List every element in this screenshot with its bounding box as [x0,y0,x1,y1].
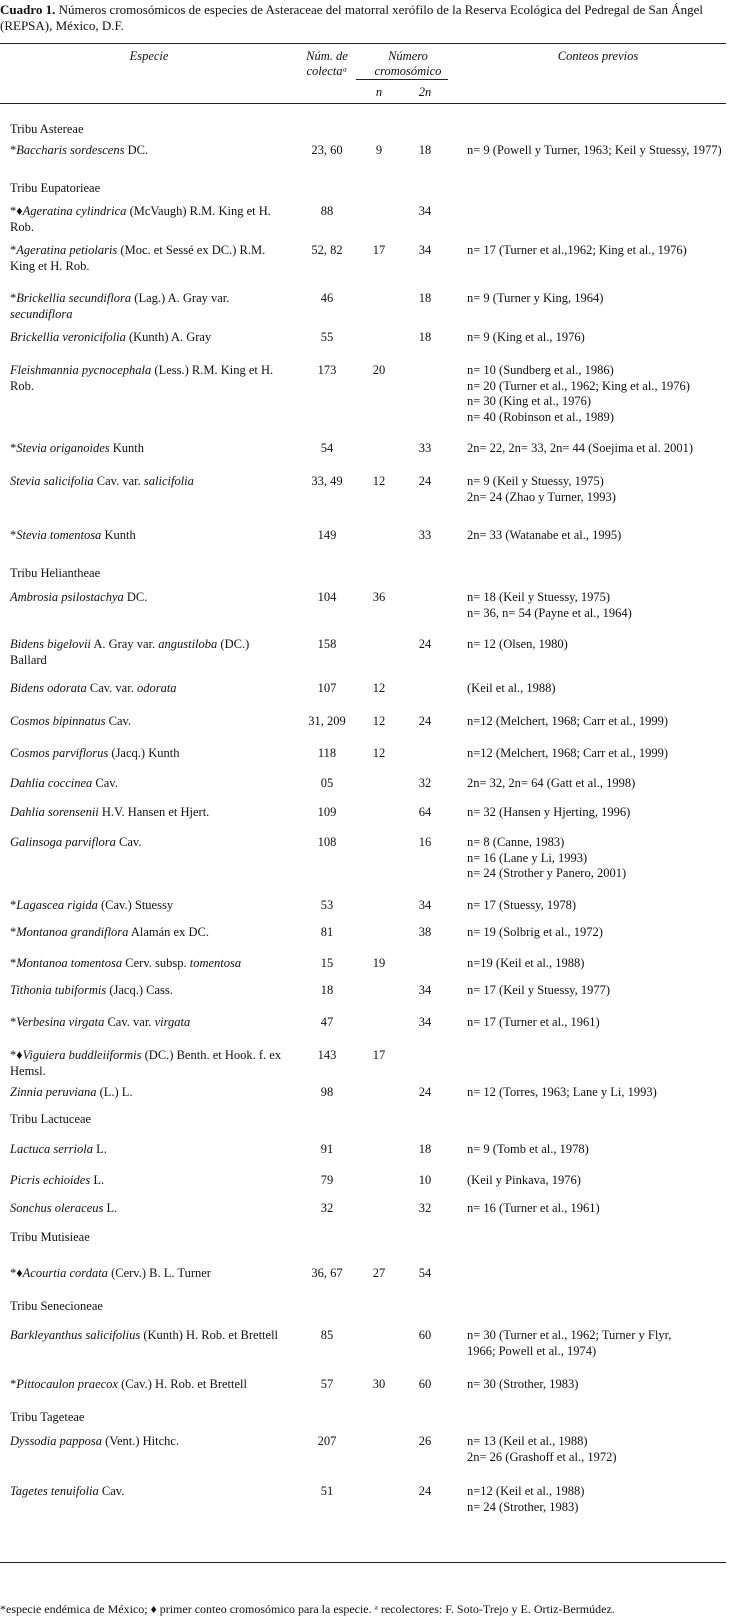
previos-cell [467,637,729,653]
previos-cell [467,1434,729,1465]
colecta-cell: 149 [317,528,337,542]
previos-line: n= 17 (Stuessy, 1978) [467,898,577,912]
n-cell: 17 [372,243,386,257]
species-infraspecific: salicifolia [143,474,194,488]
species-cell [10,1266,288,1282]
species-cell [10,528,288,544]
n-cell: 36 [372,590,386,604]
species-authority: Cerv. subsp. [122,956,190,970]
species-authority: L. [103,1201,118,1215]
previos-line: n=12 (Melchert, 1968; Carr et al., 1999) [467,746,669,760]
species-mark: * [10,956,17,970]
previos-cell [467,681,729,697]
species-name: Dahlia sorensenii [10,805,99,819]
previos-cell [467,1015,729,1031]
species-authority: Kunth [101,528,136,542]
species-name: Brickellia secundiflora [16,291,132,305]
species-name: Montanoa tomentosa [16,956,123,970]
species-authority-2: (DC.) Ballard [10,637,250,667]
species-authority: (Kunth) A. Gray [125,330,212,344]
previos-line: n=19 (Keil et al., 1988) [467,956,585,970]
species-name: Picris echioides [10,1173,91,1187]
previos-line: n= 9 (Powell y Turner, 1963; Keil y Stuessy, 1977) [467,143,722,157]
footnote: *especie endémica de México; ♦ primer conteo cromosómico para la especie. ᵃ recolectores: F. Soto-Trejo y E. Ortiz-Bermúdez. [0,1602,615,1616]
n-cell: 17 [372,1048,386,1062]
species-cell [10,1377,288,1393]
colecta-cell: 36, 67 [311,1266,343,1280]
caption-label: Cuadro 1. [0,2,56,17]
species-authority: (McVaugh) R.M. King et H. Rob. [10,204,271,234]
table-caption [0,2,728,34]
n2-cell: 24 [418,1085,432,1099]
previos-cell [467,330,729,346]
colecta-cell: 207 [317,1434,337,1448]
species-authority: (L.) L. [96,1085,133,1099]
species-cell [10,243,288,274]
previos-line: n= 18 (Keil y Stuessy, 1975) [467,590,611,604]
species-cell [10,291,288,322]
previos-line: n= 8 (Canne, 1983) [467,835,565,849]
species-mark: * [10,528,17,542]
previos-cell [467,363,729,425]
species-mark: * [10,143,17,157]
species-name: Fleishmannia pycnocephala [10,363,152,377]
previos-cell [467,291,729,307]
n-cell: 12 [372,746,386,760]
previos-cell [467,1173,729,1189]
species-authority: (Cav.) H. Rob. et Brettell [117,1377,247,1391]
species-cell [10,956,288,972]
previos-cell [467,143,729,159]
species-cell [10,143,288,159]
species-authority: Cav. [115,835,142,849]
species-name: Cosmos parviflorus [10,746,109,760]
species-cell [10,1085,288,1101]
n-cell: 27 [372,1266,386,1280]
species-cell [10,1434,288,1450]
header-colecta-line2: colectaᵃ [306,64,348,78]
header-colecta [290,49,364,79]
species-infraspecific: angustiloba [158,637,218,651]
previos-cell [467,474,729,505]
n2-cell: 32 [418,776,432,790]
species-authority: Cav. [105,714,132,728]
species-name: Pittocaulon praecox [16,1377,118,1391]
colecta-cell: 46 [320,291,334,305]
tribe-heading: Tribu Mutisieae [10,1230,90,1244]
previos-line: 2n= 26 (Grashoff et al., 1972) [467,1449,617,1464]
species-cell [10,590,288,606]
header-n: n [375,85,383,99]
species-name: Verbesina virgata [16,1015,105,1029]
species-name: Lactuca serriola [10,1142,93,1156]
species-cell [10,983,288,999]
previos-cell [467,898,729,914]
previos-line: n= 12 (Torres, 1963; Lane y Li, 1993) [467,1085,657,1099]
n2-cell: 34 [418,898,432,912]
species-name: Stevia origanoides [16,441,110,455]
species-name: Bidens odorata [10,681,87,695]
species-name: Ambrosia psilostachya [10,590,124,604]
colecta-cell: 57 [320,1377,334,1391]
n-cell: 12 [372,681,386,695]
species-name: Sonchus oleraceus [10,1201,104,1215]
previos-line: (Keil y Pinkava, 1976) [467,1173,581,1187]
colecta-cell: 118 [317,746,337,760]
colecta-cell: 108 [317,835,337,849]
previos-cell [467,1484,729,1515]
species-mark: * [10,291,17,305]
previos-line: 2n= 32, 2n= 64 (Gatt et al., 1998) [467,776,636,790]
caption-text: Números cromosómicos de especies de Asteraceae del matorral xerófilo de la Reserva Ecológica del Pedregal de San Ángel (REPSA), México, D.F. [0,2,703,33]
n2-cell: 18 [418,143,432,157]
colecta-cell: 15 [320,956,334,970]
tribe-heading: Tribu Senecioneae [10,1299,103,1313]
n2-cell: 34 [418,1015,432,1029]
species-name: Stevia tomentosa [16,528,102,542]
species-authority: Cav. [92,776,118,790]
previos-line: n= 17 (Keil y Stuessy, 1977) [467,983,611,997]
n2-cell: 18 [418,330,432,344]
species-name: Dahlia coccinea [10,776,93,790]
previos-line: 1966; Powell et al., 1974) [467,1343,597,1358]
colecta-cell: 173 [317,363,337,377]
n2-cell: 33 [418,441,432,455]
header-rule [0,103,726,104]
previos-line: n= 20 (Turner et al., 1962; King et al., 1976) [467,378,690,393]
species-name: Zinnia peruviana [10,1085,97,1099]
species-name: Stevia salicifolia [10,474,94,488]
n2-cell: 34 [418,983,432,997]
species-cell [10,898,288,914]
previos-cell [467,714,729,730]
header-numero-underline [356,79,448,80]
species-authority: (Vent.) Hitchc. [102,1434,180,1448]
previos-cell [467,805,729,821]
species-authority: L. [92,1142,107,1156]
species-cell [10,1015,288,1031]
species-authority: (Less.) R.M. King et H. Rob. [10,363,274,393]
species-name: Lagascea rigida [16,898,98,912]
colecta-cell: 32 [320,1201,334,1215]
colecta-cell: 91 [320,1142,334,1156]
colecta-cell: 33, 49 [311,474,343,488]
species-name: Tagetes tenuifolia [10,1484,99,1498]
previos-line: n= 9 (King et al., 1976) [467,330,585,344]
species-authority: Cav. [98,1484,125,1498]
species-name: Galinsoga parviflora [10,835,116,849]
species-cell [10,714,288,730]
colecta-cell: 107 [317,681,337,695]
previos-cell [467,746,729,762]
colecta-cell: 18 [320,983,334,997]
previos-cell [467,835,729,882]
colecta-cell: 52, 82 [311,243,343,257]
species-name: Brickellia veronicifolia [10,330,126,344]
n2-cell: 60 [418,1377,432,1391]
n2-cell: 24 [418,637,432,651]
species-authority: Alamán ex DC. [128,925,209,939]
species-name: Ageratina cylindrica [22,204,127,218]
previos-line: n= 36, n= 54 (Payne et al., 1964) [467,605,632,620]
species-cell [10,746,288,762]
header-colecta-line1: Núm. de [306,49,348,63]
n-cell: 9 [375,143,383,157]
n2-cell: 32 [418,1201,432,1215]
species-authority: (Cerv.) B. L. Turner [107,1266,211,1280]
species-cell [10,681,288,697]
previos-line: n= 12 (Olsen, 1980) [467,637,568,651]
previos-line: n= 32 (Hansen y Hjerting, 1996) [467,805,631,819]
header-numero-line1: Número [388,49,428,63]
species-infraspecific: tomentosa [189,956,242,970]
previos-line: n= 9 (Turner y King, 1964) [467,291,604,305]
colecta-cell: 85 [320,1328,334,1342]
species-cell [10,204,288,235]
previos-line: n=12 (Melchert, 1968; Carr et al., 1999) [467,714,669,728]
previos-line: n= 9 (Tomb et al., 1978) [467,1142,589,1156]
species-authority: (Moc. et Sessé ex DC.) R.M. King et H. Rob. [10,243,266,273]
species-authority: H.V. Hansen et Hjert. [98,805,210,819]
colecta-cell: 31, 209 [308,714,346,728]
n-cell: 20 [372,363,386,377]
colecta-cell: 53 [320,898,334,912]
species-cell [10,925,288,941]
header-2n: 2n [418,85,432,99]
species-name: Viguiera buddleiiformis [22,1048,142,1062]
species-mark: *♦ [10,1266,23,1280]
species-mark: * [10,441,17,455]
species-name: Ageratina petiolaris [16,243,118,257]
species-mark: * [10,243,17,257]
species-authority: (Jacq.) Kunth [108,746,180,760]
species-cell [10,1484,288,1500]
previos-cell [467,1201,729,1217]
colecta-cell: 55 [320,330,334,344]
tribe-heading: Tribu Tageteae [10,1410,85,1424]
species-mark: * [10,1015,17,1029]
species-authority: (Cav.) Stuessy [97,898,174,912]
previos-line: n= 24 (Strother, 1983) [467,1499,579,1514]
colecta-cell: 104 [317,590,337,604]
colecta-cell: 143 [317,1048,337,1062]
species-cell [10,1201,288,1217]
species-infraspecific: virgata [154,1015,191,1029]
species-authority: (DC.) Benth. et Hook. f. ex Hemsl. [10,1048,282,1078]
colecta-cell: 81 [320,925,334,939]
species-name: Montanoa grandiflora [16,925,129,939]
species-authority: DC. [123,590,148,604]
header-numero-line2: cromosómico [374,64,442,78]
species-authority: (Kunth) H. Rob. et Brettell [140,1328,279,1342]
species-mark: * [10,925,17,939]
previos-line: n= 13 (Keil et al., 1988) [467,1434,588,1448]
previos-cell [467,925,729,941]
species-authority: Cav. var. [93,474,144,488]
species-cell [10,835,288,851]
species-cell [10,1328,288,1344]
species-name: Dyssodia papposa [10,1434,103,1448]
species-name: Acourtia cordata [22,1266,108,1280]
n2-cell: 26 [418,1434,432,1448]
previos-line: n= 24 (Strother y Panero, 2001) [467,866,627,880]
species-name: Cosmos bipinnatus [10,714,106,728]
species-authority: (Lag.) A. Gray var. [131,291,230,305]
species-name: Barkleyanthus salicifolius [10,1328,141,1342]
previos-line: n= 19 (Solbrig et al., 1972) [467,925,603,939]
species-authority: Cav. var. [86,681,137,695]
previos-cell [467,1142,729,1158]
species-cell [10,441,288,457]
previos-cell [467,1085,729,1101]
tribe-heading: Tribu Eupatorieae [10,181,101,195]
previos-cell [467,1377,729,1393]
header-especie: Especie [129,49,169,63]
previos-cell [467,956,729,972]
n2-cell: 34 [418,204,432,218]
previos-cell [467,590,729,621]
top-rule [0,43,726,44]
header-numero [360,49,456,79]
previos-cell [467,243,729,259]
n2-cell: 33 [418,528,432,542]
n2-cell: 38 [418,925,432,939]
n2-cell: 54 [418,1266,432,1280]
colecta-cell: 158 [317,637,337,651]
colecta-cell: 47 [320,1015,334,1029]
species-cell [10,1048,288,1079]
colecta-cell: 98 [320,1085,334,1099]
previos-line: 2n= 24 (Zhao y Turner, 1993) [467,489,616,504]
species-name: Baccharis sordescens [16,143,125,157]
species-name: Bidens bigelovii [10,637,91,651]
species-cell [10,1173,288,1189]
n2-cell: 24 [418,474,432,488]
previos-cell [467,441,729,457]
colecta-cell: 109 [317,805,337,819]
species-mark: * [10,898,17,912]
n-cell: 30 [372,1377,386,1391]
species-mark: *♦ [10,1048,23,1062]
n2-cell: 64 [418,805,432,819]
n2-cell: 24 [418,1484,432,1498]
species-mark: *♦ [10,204,23,218]
species-mark: * [10,1377,17,1391]
previos-cell [467,528,729,544]
previos-line: n= 17 (Turner et al.,1962; King et al., 1976) [467,243,687,257]
bottom-rule [0,1562,726,1563]
header-previos: Conteos previos [557,49,639,63]
tribe-heading: Tribu Heliantheae [10,566,101,580]
previos-cell [467,983,729,999]
species-authority: Kunth [109,441,145,455]
n2-cell: 60 [418,1328,432,1342]
species-authority: Cav. var. [104,1015,155,1029]
previos-cell [467,1328,729,1359]
colecta-cell: 23, 60 [311,143,343,157]
species-cell [10,363,288,394]
species-name: Tithonia tubiformis [10,983,107,997]
species-cell [10,330,288,346]
previos-line: n= 9 (Keil y Stuessy, 1975) [467,474,604,488]
species-cell [10,776,288,792]
previos-line: n= 17 (Turner et al., 1961) [467,1015,600,1029]
colecta-cell: 79 [320,1173,334,1187]
n2-cell: 24 [418,714,432,728]
n2-cell: 18 [418,291,432,305]
previos-line: n= 30 (Turner et al., 1962; Turner y Flyr, [467,1328,672,1342]
previos-line: n= 40 (Robinson et al., 1989) [467,409,614,424]
previos-line: n= 16 (Turner et al., 1961) [467,1201,600,1215]
species-cell [10,637,288,668]
previos-line: n= 30 (King et al., 1976) [467,394,592,408]
species-authority: A. Gray var. [90,637,159,651]
n-cell: 12 [372,714,386,728]
species-cell [10,1142,288,1158]
n2-cell: 18 [418,1142,432,1156]
previos-line: 2n= 22, 2n= 33, 2n= 44 (Soejima et al. 2001) [467,441,693,455]
previos-line: 2n= 33 (Watanabe et al., 1995) [467,528,622,542]
species-infraspecific: odorata [136,681,177,695]
species-authority: (Jacq.) Cass. [106,983,173,997]
species-cell [10,474,288,490]
previos-cell [467,776,729,792]
previos-line: n= 10 (Sundberg et al., 1986) [467,363,614,377]
colecta-cell: 05 [320,776,334,790]
previos-line: n=12 (Keil et al., 1988) [467,1484,585,1498]
species-infraspecific: secundiflora [10,306,73,321]
n2-cell: 34 [418,243,432,257]
species-cell [10,805,288,821]
tribe-heading: Tribu Astereae [10,122,84,136]
colecta-cell: 51 [320,1484,334,1498]
previos-line: (Keil et al., 1988) [467,681,556,695]
n-cell: 19 [372,956,386,970]
colecta-cell: 54 [320,441,334,455]
species-authority: L. [90,1173,105,1187]
n2-cell: 16 [418,835,432,849]
n-cell: 12 [372,474,386,488]
previos-line: n= 30 (Strother, 1983) [467,1377,579,1391]
species-authority: DC. [124,143,149,157]
colecta-cell: 88 [320,204,334,218]
n2-cell: 10 [418,1173,432,1187]
previos-line: n= 16 (Lane y Li, 1993) [467,850,588,865]
tribe-heading: Tribu Lactuceae [10,1112,92,1126]
